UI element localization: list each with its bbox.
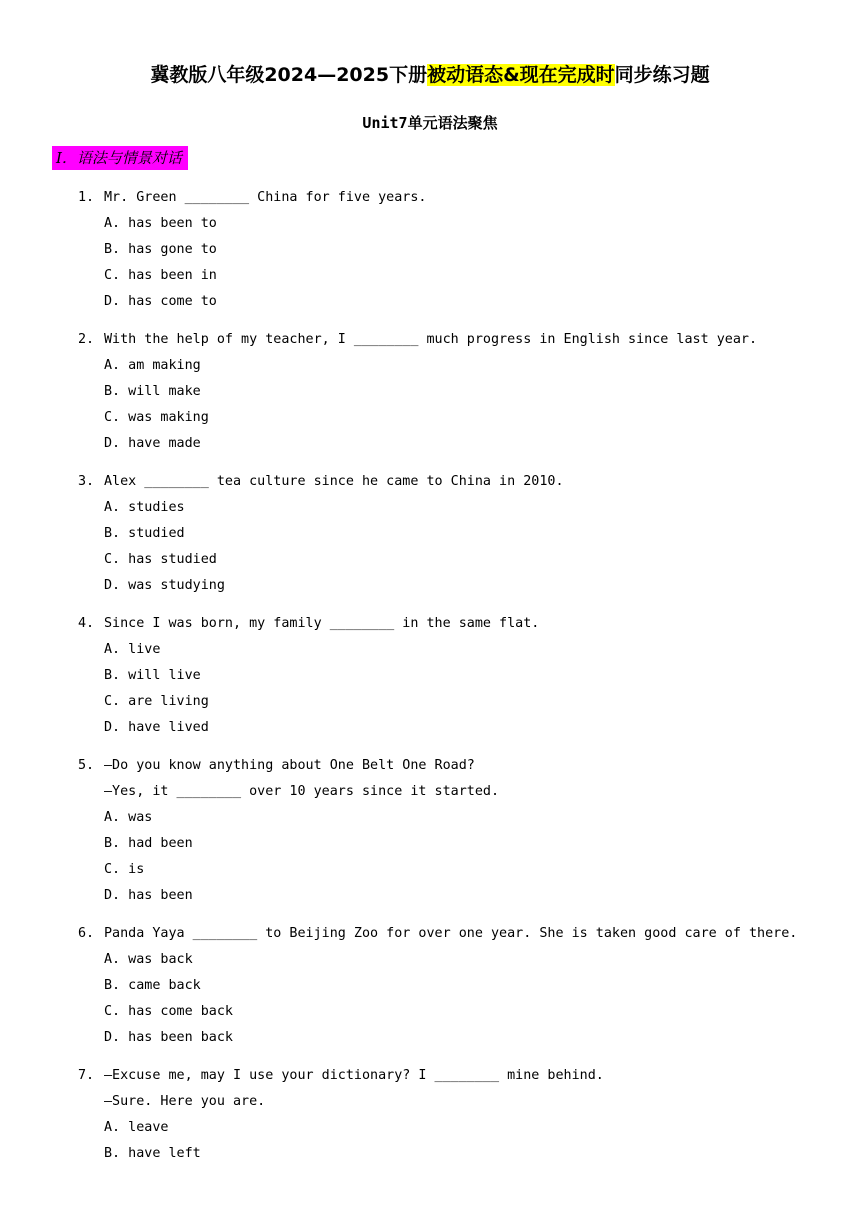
answer-option: C. are living — [104, 694, 209, 709]
answer-option: D. have lived — [104, 720, 209, 735]
answer-option: B. came back — [104, 978, 201, 993]
answer-option: A. has been to — [104, 216, 217, 231]
question-number: 3. — [78, 474, 95, 489]
section-heading: I．语法与情景对话 — [52, 146, 188, 170]
answer-option: C. has studied — [104, 552, 217, 567]
answer-option: A. am making — [104, 358, 201, 373]
question-stem: Since I was born, my family ________ in the same flat. — [104, 616, 540, 631]
title-suffix: 同步练习题 — [614, 64, 710, 86]
question-stem: With the help of my teacher, I ________ much progress in English since last year. — [104, 332, 758, 347]
question-stem: —Yes, it ________ over 10 years since it started. — [104, 784, 500, 799]
question-number: 4. — [78, 616, 95, 631]
answer-option: B. have left — [104, 1146, 201, 1161]
title-prefix: 冀教版八年级2024—2025下册 — [150, 64, 428, 86]
question-number: 1. — [78, 190, 95, 205]
answer-option: D. has been back — [104, 1030, 233, 1045]
title-highlight: 被动语态&现在完成时 — [427, 64, 615, 86]
answer-option: A. studies — [104, 500, 185, 515]
page-subtitle: Unit7单元语法聚焦 — [362, 114, 498, 132]
answer-option: A. leave — [104, 1120, 169, 1135]
answer-option: D. has come to — [104, 294, 217, 309]
question-stem: —Sure. Here you are. — [104, 1094, 266, 1109]
answer-option: B. has gone to — [104, 242, 217, 257]
answer-option: A. was back — [104, 952, 193, 967]
answer-option: B. will live — [104, 668, 201, 683]
answer-option: D. have made — [104, 436, 201, 451]
answer-option: B. will make — [104, 384, 201, 399]
answer-option: A. live — [104, 642, 161, 657]
answer-option: D. was studying — [104, 578, 225, 593]
question-number: 5. — [78, 758, 95, 773]
answer-option: D. has been — [104, 888, 193, 903]
answer-option: C. has been in — [104, 268, 217, 283]
answer-option: C. was making — [104, 410, 209, 425]
question-number: 6. — [78, 926, 95, 941]
question-stem: —Excuse me, may I use your dictionary? I ________ mine behind. — [104, 1068, 604, 1083]
question-number: 2. — [78, 332, 95, 347]
question-stem: Mr. Green ________ China for five years. — [104, 190, 427, 205]
page-title — [0, 60, 860, 90]
question-stem: Alex ________ tea culture since he came to China in 2010. — [104, 474, 564, 489]
answer-option: A. was — [104, 810, 153, 825]
answer-option: B. had been — [104, 836, 193, 851]
answer-option: C. is — [104, 862, 145, 877]
answer-option: B. studied — [104, 526, 185, 541]
question-stem: Panda Yaya ________ to Beijing Zoo for over one year. She is taken good care of there. — [104, 926, 798, 941]
question-stem: —Do you know anything about One Belt One Road? — [104, 758, 475, 773]
question-number: 7. — [78, 1068, 95, 1083]
answer-option: C. has come back — [104, 1004, 233, 1019]
